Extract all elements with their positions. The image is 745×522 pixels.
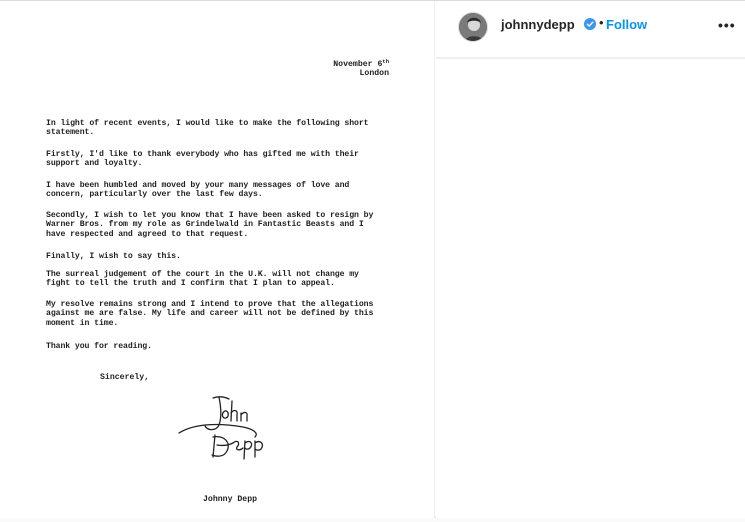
post-username[interactable]: johnnydepp: [501, 17, 575, 32]
profile-avatar[interactable]: [458, 12, 488, 42]
letter-typed-name: Johnny Depp: [203, 495, 258, 504]
letter-date: [329, 57, 389, 69]
header-divider: [436, 58, 745, 59]
letter-paragraph: The surreal judgement of the court in the U.K. will not change my fight to tell the truth and I confirm that I plan to appeal.: [46, 270, 359, 289]
letter-paragraph: Firstly, I'd like to thank everybody who has gifted me with their support and loyalty.: [46, 150, 359, 169]
follow-button[interactable]: Follow: [606, 17, 648, 32]
post-header: [436, 1, 745, 58]
typed-letter: [0, 1, 435, 518]
avatar-photo-icon: [459, 13, 488, 42]
letter-city: London: [359, 69, 389, 79]
post-sidebar: [436, 1, 745, 518]
letter-paragraph: Thank you for reading.: [46, 342, 152, 351]
header-separator: •: [599, 15, 604, 30]
letter-paragraph: Secondly, I wish to let you know that I have been asked to resign by Warner Bros. from my role as Grindelwald in Fantastic Beasts and I have respected and agreed to that request.: [46, 211, 374, 239]
verified-badge-icon: [584, 18, 596, 30]
letter-paragraph: In light of recent events, I would like to make the following short statement.: [46, 119, 369, 138]
more-options-icon[interactable]: •••: [718, 17, 736, 33]
letter-closing: Sincerely,: [100, 373, 150, 382]
letter-date-block: [329, 57, 389, 79]
handwritten-signature: [175, 393, 270, 463]
letter-paragraph: My resolve remains strong and I intend to prove that the allegations against me are false. My life and career will not be defined by this moment in time.: [46, 300, 374, 328]
letter-paragraph: Finally, I wish to say this.: [46, 252, 181, 261]
letter-date-suffix: th: [382, 58, 389, 65]
letter-paragraph: I have been humbled and moved by your many messages of love and concern, particularly over the last few days.: [46, 181, 350, 200]
letter-date-text: November 6: [333, 60, 383, 69]
post-image[interactable]: [0, 1, 435, 518]
